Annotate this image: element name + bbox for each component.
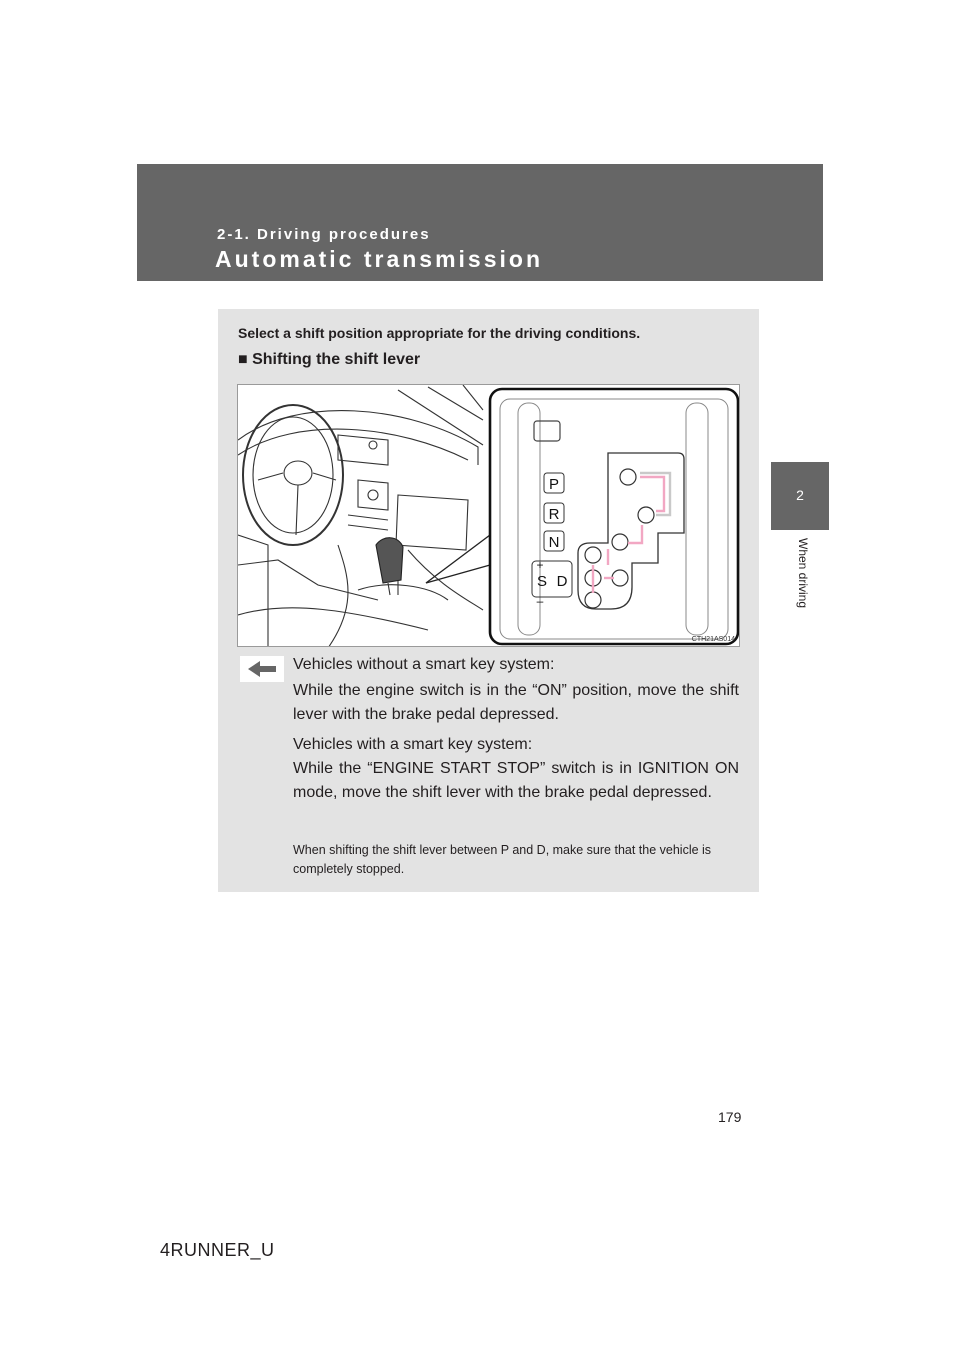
paragraph-no-smart-key-heading: Vehicles without a smart key system: (293, 656, 555, 673)
intro-text: Select a shift position appropriate for the driving conditions. (238, 325, 641, 341)
gate-label-d: D (556, 573, 568, 590)
content-box (218, 309, 759, 892)
gate-label-s: S (536, 573, 548, 590)
gate-label-r: R (548, 506, 560, 523)
page-title: Automatic transmission (215, 246, 543, 272)
shift-gate-panel (490, 389, 738, 644)
gate-label-p: P (548, 476, 560, 493)
section-label: 2-1. Driving procedures (217, 226, 431, 243)
gate-label-n: N (548, 534, 560, 551)
gate-label-plus: + (536, 558, 544, 572)
chapter-label: When driving (796, 538, 810, 609)
gate-label-minus: – (536, 594, 544, 608)
paragraph-smart-key-heading: Vehicles with a smart key system: (293, 736, 533, 753)
shift-lever-figure (237, 384, 740, 647)
page-number: 179 (718, 1109, 742, 1125)
chapter-tab[interactable] (771, 462, 829, 530)
chapter-tab-number: 2 (796, 487, 804, 503)
paragraph-no-smart-key-body: While the engine switch is in the “ON” position, move the shift lever with the brake pedal depressed. (293, 682, 739, 723)
subheading: ■ Shifting the shift lever (238, 351, 421, 368)
note-text: When shifting the shift lever between P and D, make sure that the vehicle is completely stopped. (293, 843, 712, 876)
left-arrow-icon (240, 656, 284, 682)
shift-lever-illustration (238, 385, 740, 647)
dashboard-drawing (238, 385, 483, 647)
header-bar (137, 164, 823, 281)
figure-code: CTH21AS014 (691, 636, 735, 643)
paragraph-smart-key-body: While the “ENGINE START STOP” switch is in IGNITION ON mode, move the shift lever with the brake pedal depressed. (293, 760, 739, 801)
model-code: 4RUNNER_U (160, 1240, 275, 1260)
